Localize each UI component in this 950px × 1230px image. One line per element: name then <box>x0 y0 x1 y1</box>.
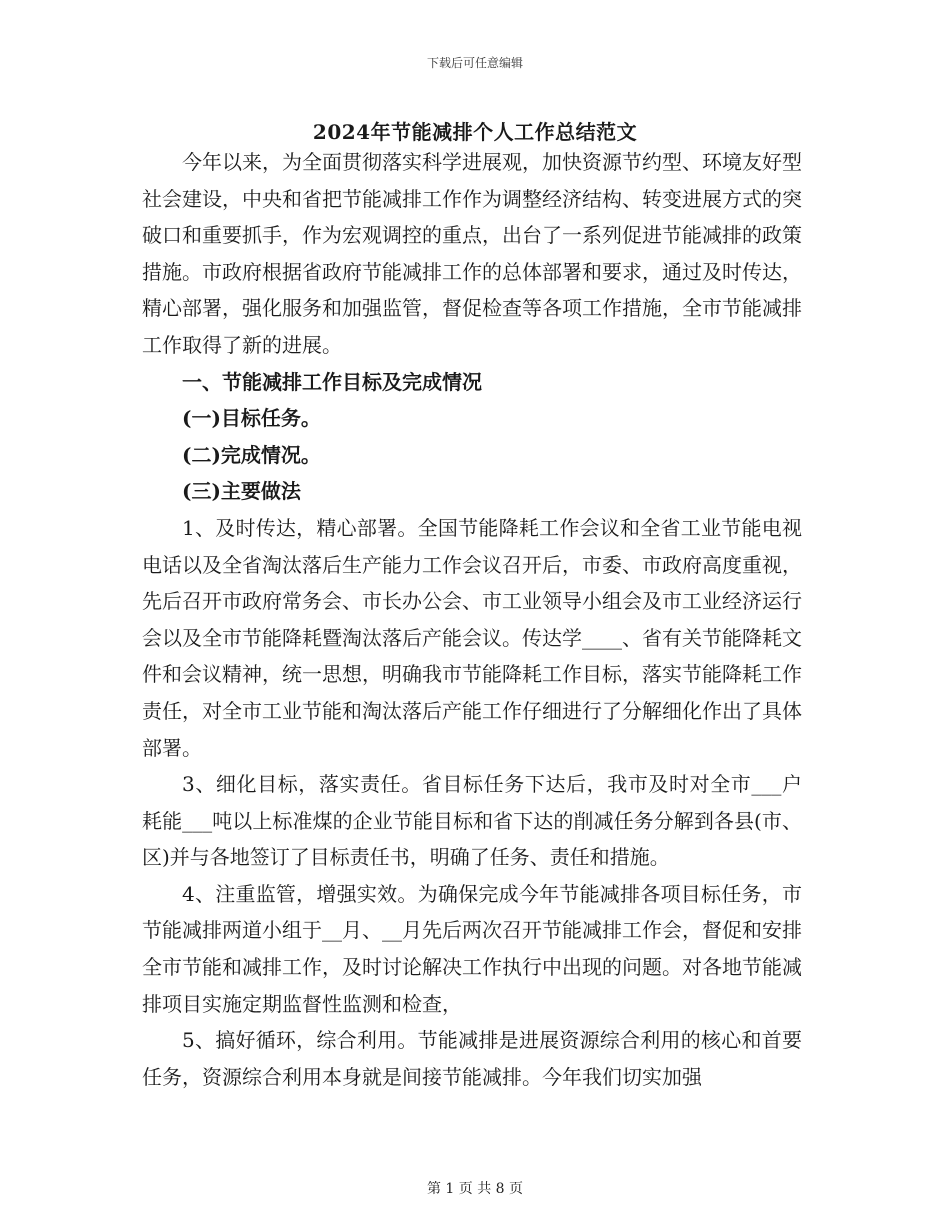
subsection-heading: (三)主要做法 <box>182 479 301 504</box>
document-title: 2024年节能减排个人工作总结范文 <box>312 120 638 144</box>
header-note: 下载后可任意编辑 <box>426 56 523 70</box>
subsection-heading: (一)目标任务。 <box>182 406 321 431</box>
section-heading: 一、节能减排工作目标及完成情况 <box>182 369 482 394</box>
intro-paragraph: 今年以来，为全面贯彻落实科学进展观，加快资源节约型、环境友好型社会建设，中央和省把节能减排工作作为调整经济结构、转变进展方式的突破口和重要抓手，作为宏观调控的重点，出台了一系列促进节能减排的政策措施。市政府根据省政府节能减排工作的总体部署和要求，通过及时传达，精心部署，强化服务和加强监管，督促检查等各项工作措施，全市节能减排工作取得了新的进展。 <box>142 150 802 357</box>
document-body <box>142 144 802 1095</box>
body-paragraph: 5、搞好循环，综合利用。节能减排是进展资源综合利用的核心和首要任务，资源综合利用本身就是间接节能减排。今年我们切实加强 <box>142 1028 802 1089</box>
page-footer: 第 1 页 共 8 页 <box>426 1181 524 1197</box>
subsection-heading: (二)完成情况。 <box>182 442 321 467</box>
body-paragraph: 4、注重监管，增强实效。为确保完成今年节能减排各项目标任务，市节能减排两道小组于__月、__月先后两次召开节能减排工作会，督促和安排全市节能和减排工作，及时讨论解决工作执行中出现的问题。对各地节能减排项目实施定期监督性监测和检查， <box>142 881 802 1016</box>
body-paragraph: 1、及时传达，精心部署。全国节能降耗工作会议和全省工业节能电视电话以及全省淘汰落后生产能力工作会议召开后，市委、市政府高度重视，先后召开市政府常务会、市长办公会、市工业领导小组会及市工业经济运行会以及全市节能降耗暨淘汰落后产能会议。传达学____、省有关节能降耗文件和会议精神，统一思想，明确我市节能降耗工作目标，落实节能降耗工作责任，对全市工业节能和淘汰落后产能工作仔细进行了分解细化作出了具体部署。 <box>142 515 802 760</box>
body-paragraph: 3、细化目标，落实责任。省目标任务下达后，我市及时对全市___户耗能___吨以上标准煤的企业节能目标和省下达的削减任务分解到各县(市、区)并与各地签订了目标责任书，明确了任务、责任和措施。 <box>142 772 802 870</box>
